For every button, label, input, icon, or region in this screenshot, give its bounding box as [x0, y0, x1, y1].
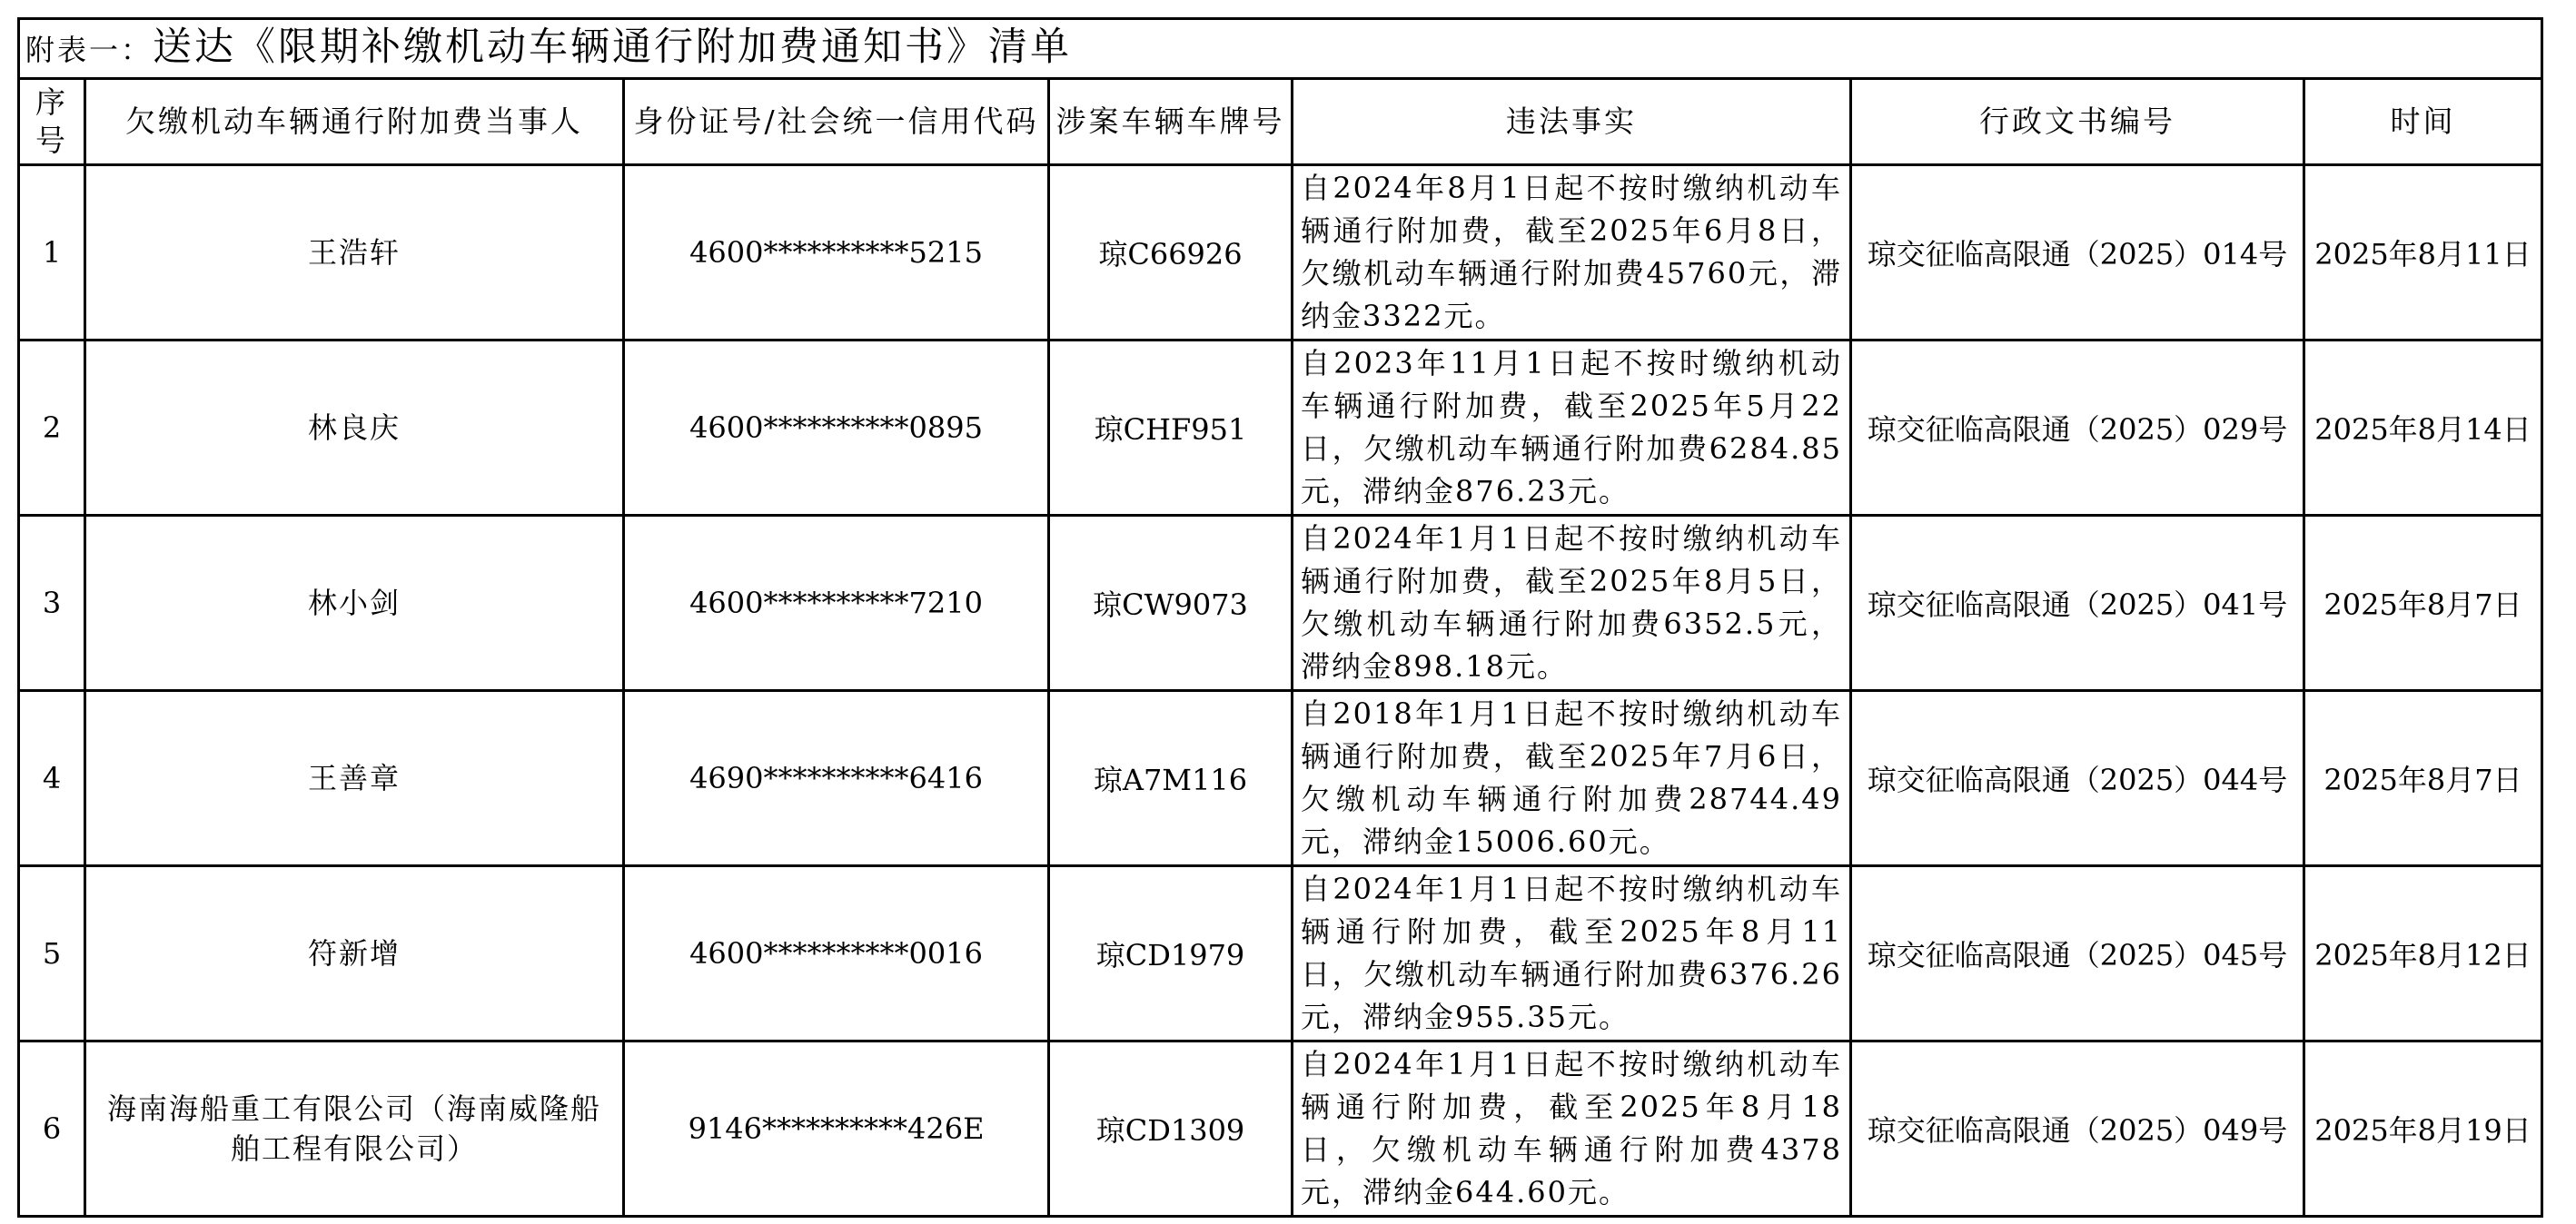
cell-fact: 自2018年1月1日起不按时缴纳机动车辆通行附加费，截至2025年7月6日，欠缴机动车辆通行附加费28744.49元，滞纳金15006.60元。 — [1293, 691, 1851, 866]
cell-doc: 琼交征临高限通（2025）029号 — [1851, 341, 2304, 516]
column-header-doc: 行政文书编号 — [1851, 79, 2304, 165]
table-title — [19, 19, 2542, 79]
cell-no: 5 — [19, 866, 85, 1041]
cell-fact: 自2024年8月1日起不按时缴纳机动车辆通行附加费，截至2025年6月8日，欠缴机动车辆通行附加费45760元，滞纳金3322元。 — [1293, 165, 1851, 341]
cell-no: 6 — [19, 1041, 85, 1217]
cell-party: 林良庆 — [85, 341, 624, 516]
cell-date: 2025年8月19日 — [2304, 1041, 2542, 1217]
column-header-id: 身份证号/社会统一信用代码 — [624, 79, 1049, 165]
title-main: 送达《限期补缴机动车辆通行附加费通知书》清单 — [153, 25, 1073, 70]
cell-date: 2025年8月7日 — [2304, 691, 2542, 866]
cell-doc: 琼交征临高限通（2025）045号 — [1851, 866, 2304, 1041]
cell-party: 符新增 — [85, 866, 624, 1041]
cell-no: 1 — [19, 165, 85, 341]
column-header-date: 时间 — [2304, 79, 2542, 165]
cell-no: 2 — [19, 341, 85, 516]
cell-fact: 自2024年1月1日起不按时缴纳机动车辆通行附加费，截至2025年8月5日，欠缴机动车辆通行附加费6352.5元，滞纳金898.18元。 — [1293, 516, 1851, 691]
table-row — [19, 516, 2542, 691]
title-prefix: 附表一： — [25, 33, 154, 67]
title-row — [19, 19, 2542, 79]
cell-no: 3 — [19, 516, 85, 691]
table-row — [19, 165, 2542, 341]
cell-fact: 自2023年11月1日起不按时缴纳机动车辆通行附加费，截至2025年5月22日，欠缴机动车辆通行附加费6284.85元，滞纳金876.23元。 — [1293, 341, 1851, 516]
cell-date: 2025年8月7日 — [2304, 516, 2542, 691]
cell-party: 王善章 — [85, 691, 624, 866]
table-row — [19, 341, 2542, 516]
cell-id: 4600**********5215 — [624, 165, 1049, 341]
cell-plate: 琼CHF951 — [1049, 341, 1293, 516]
cell-plate: 琼CD1309 — [1049, 1041, 1293, 1217]
cell-id: 4600**********0016 — [624, 866, 1049, 1041]
cell-id: 4600**********0895 — [624, 341, 1049, 516]
delivery-list-table — [17, 17, 2543, 1218]
cell-plate: 琼CW9073 — [1049, 516, 1293, 691]
table-row — [19, 866, 2542, 1041]
cell-doc: 琼交征临高限通（2025）049号 — [1851, 1041, 2304, 1217]
cell-plate: 琼C66926 — [1049, 165, 1293, 341]
cell-party: 海南海船重工有限公司（海南威隆船舶工程有限公司） — [85, 1041, 624, 1217]
column-header-no: 序号 — [19, 79, 85, 165]
cell-date: 2025年8月14日 — [2304, 341, 2542, 516]
cell-doc: 琼交征临高限通（2025）041号 — [1851, 516, 2304, 691]
column-header-party: 欠缴机动车辆通行附加费当事人 — [85, 79, 624, 165]
cell-id: 4690**********6416 — [624, 691, 1049, 866]
cell-date: 2025年8月11日 — [2304, 165, 2542, 341]
cell-doc: 琼交征临高限通（2025）014号 — [1851, 165, 2304, 341]
cell-no: 4 — [19, 691, 85, 866]
cell-fact: 自2024年1月1日起不按时缴纳机动车辆通行附加费，截至2025年8月18日，欠缴机动车辆通行附加费4378元，滞纳金644.60元。 — [1293, 1041, 1851, 1217]
cell-fact: 自2024年1月1日起不按时缴纳机动车辆通行附加费，截至2025年8月11日，欠缴机动车辆通行附加费6376.26元，滞纳金955.35元。 — [1293, 866, 1851, 1041]
cell-plate: 琼A7M116 — [1049, 691, 1293, 866]
header-row — [19, 79, 2542, 165]
table-row — [19, 691, 2542, 866]
cell-plate: 琼CD1979 — [1049, 866, 1293, 1041]
cell-doc: 琼交征临高限通（2025）044号 — [1851, 691, 2304, 866]
cell-date: 2025年8月12日 — [2304, 866, 2542, 1041]
cell-party: 王浩轩 — [85, 165, 624, 341]
column-header-plate: 涉案车辆车牌号 — [1049, 79, 1293, 165]
cell-id: 9146**********426E — [624, 1041, 1049, 1217]
cell-id: 4600**********7210 — [624, 516, 1049, 691]
column-header-fact: 违法事实 — [1293, 79, 1851, 165]
cell-party: 林小剑 — [85, 516, 624, 691]
table-row — [19, 1041, 2542, 1217]
